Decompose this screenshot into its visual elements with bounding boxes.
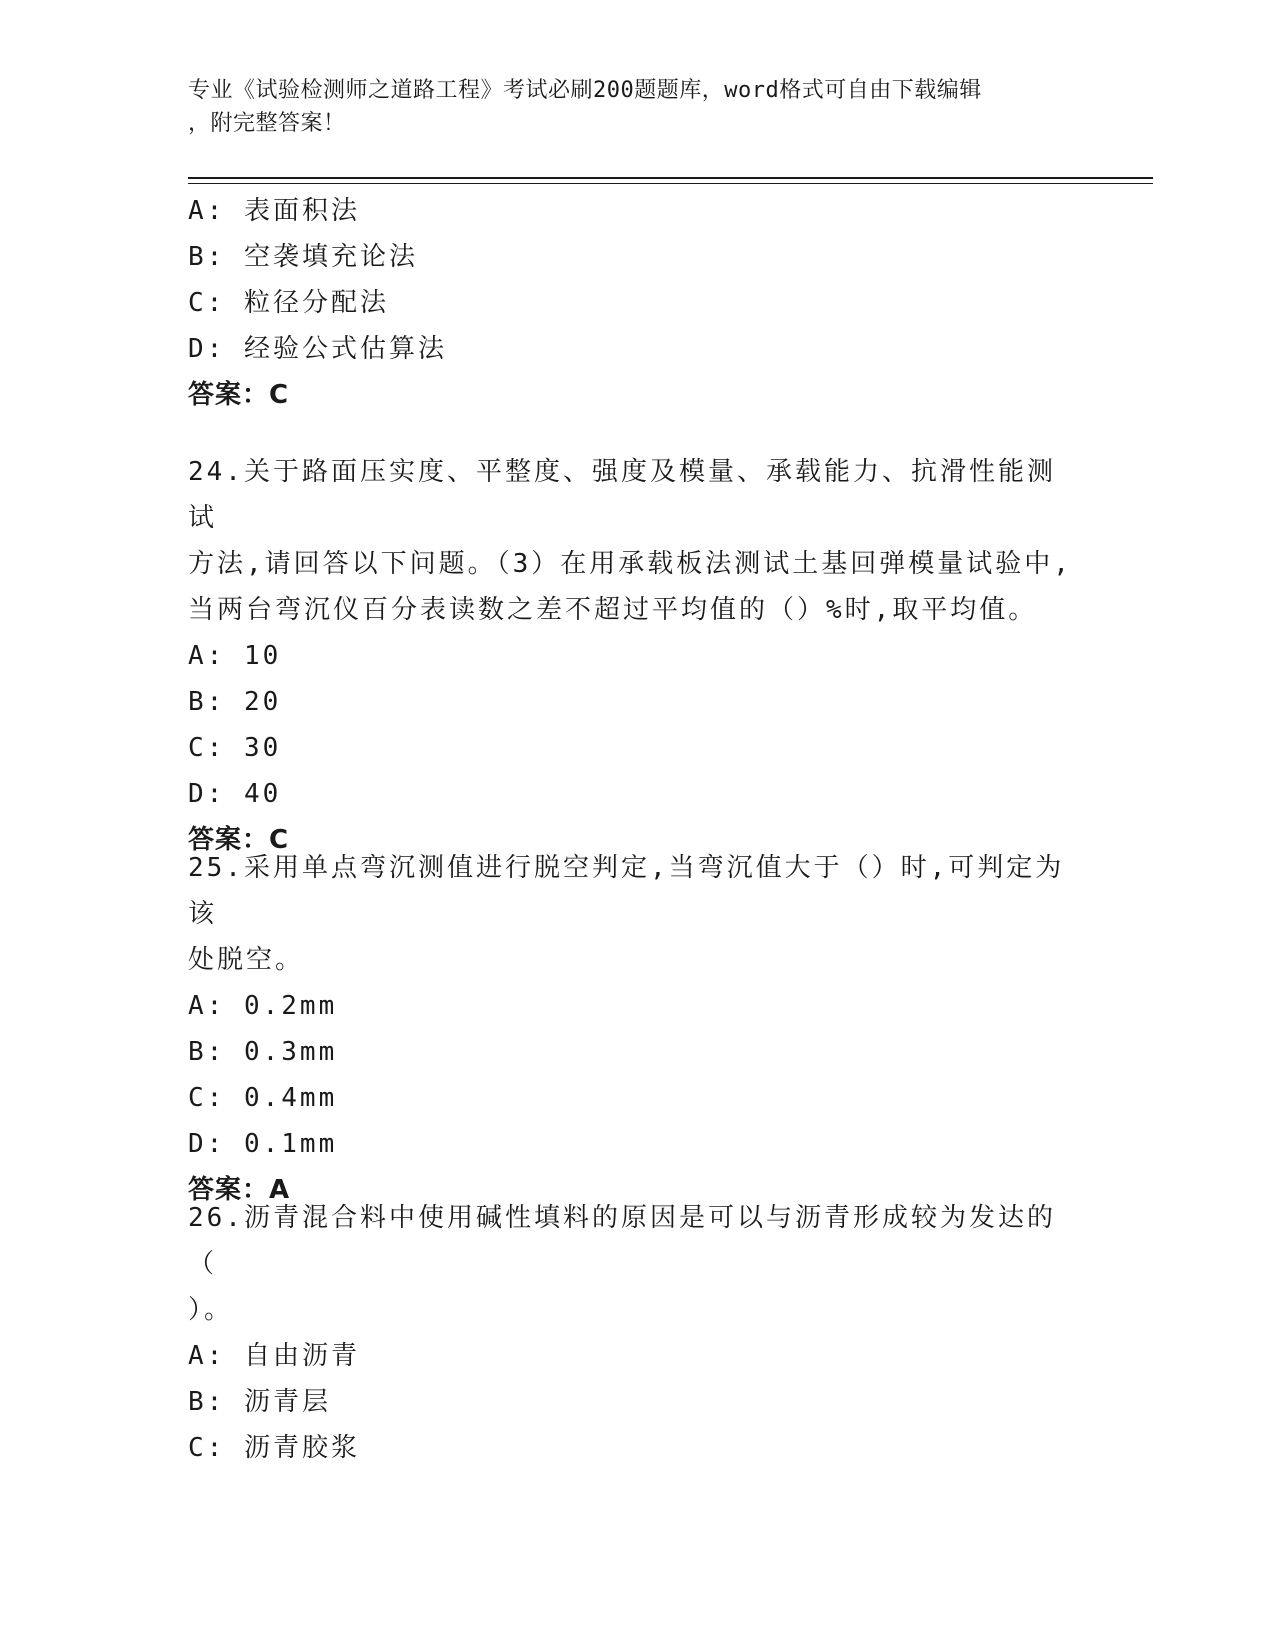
option-a: A: 表面积法 [188,196,360,226]
option-d: D: 40 [188,779,282,809]
option-b: B: 沥青层 [188,1387,331,1417]
question-text-line: 处脱空。 [188,945,305,975]
header-divider-thin [188,183,1153,184]
question-23-options [188,188,1088,418]
header-title-line-2: ，附完整答案！ [188,111,346,136]
option-c: C: 0.4mm [188,1083,338,1113]
option-b: B: 空袭填充论法 [188,242,418,272]
question-24 [188,449,1088,863]
option-b: B: 0.3mm [188,1037,338,1067]
document-header [188,74,1068,140]
question-text [188,1195,1078,1333]
question-text-line: ）。 [188,1295,234,1325]
option-b: B: 20 [188,687,282,717]
question-text-line: 当两台弯沉仪百分表读数之差不超过平均值的（）%时,取平均值。 [188,595,1038,625]
option-a: A: 10 [188,641,282,671]
question-26 [188,1195,1088,1471]
answer-label: 答案：C [188,380,290,410]
question-text-line: 26.沥青混合料中使用碱性填料的原因是可以与沥青形成较为发达的（ [188,1203,1056,1279]
question-text-line: 25.采用单点弯沉测值进行脱空判定,当弯沉值大于（）时,可判定为该 [188,853,1065,929]
question-text [188,449,1078,633]
question-text-line: 24.关于路面压实度、平整度、强度及模量、承载能力、抗滑性能测试 [188,457,1056,533]
option-d: D: 经验公式估算法 [188,334,447,364]
answer-label: 答案：A [188,1175,291,1205]
option-c: C: 30 [188,733,282,763]
question-25 [188,845,1088,1213]
question-text-line: 方法,请回答以下问题。（3）在用承载板法测试土基回弹模量试验中, [188,549,1072,579]
header-title-line-1: 专业《试验检测师之道路工程》考试必刷200题题库，word格式可自由下载编辑 [188,78,982,103]
option-d: D: 0.1mm [188,1129,338,1159]
answer-label: 答案：C [188,825,290,855]
option-a: A: 自由沥青 [188,1341,360,1371]
option-c: C: 粒径分配法 [188,288,389,318]
header-divider-thick [188,177,1153,179]
question-text [188,845,1078,983]
option-a: A: 0.2mm [188,991,338,1021]
option-c: C: 沥青胶浆 [188,1433,360,1463]
